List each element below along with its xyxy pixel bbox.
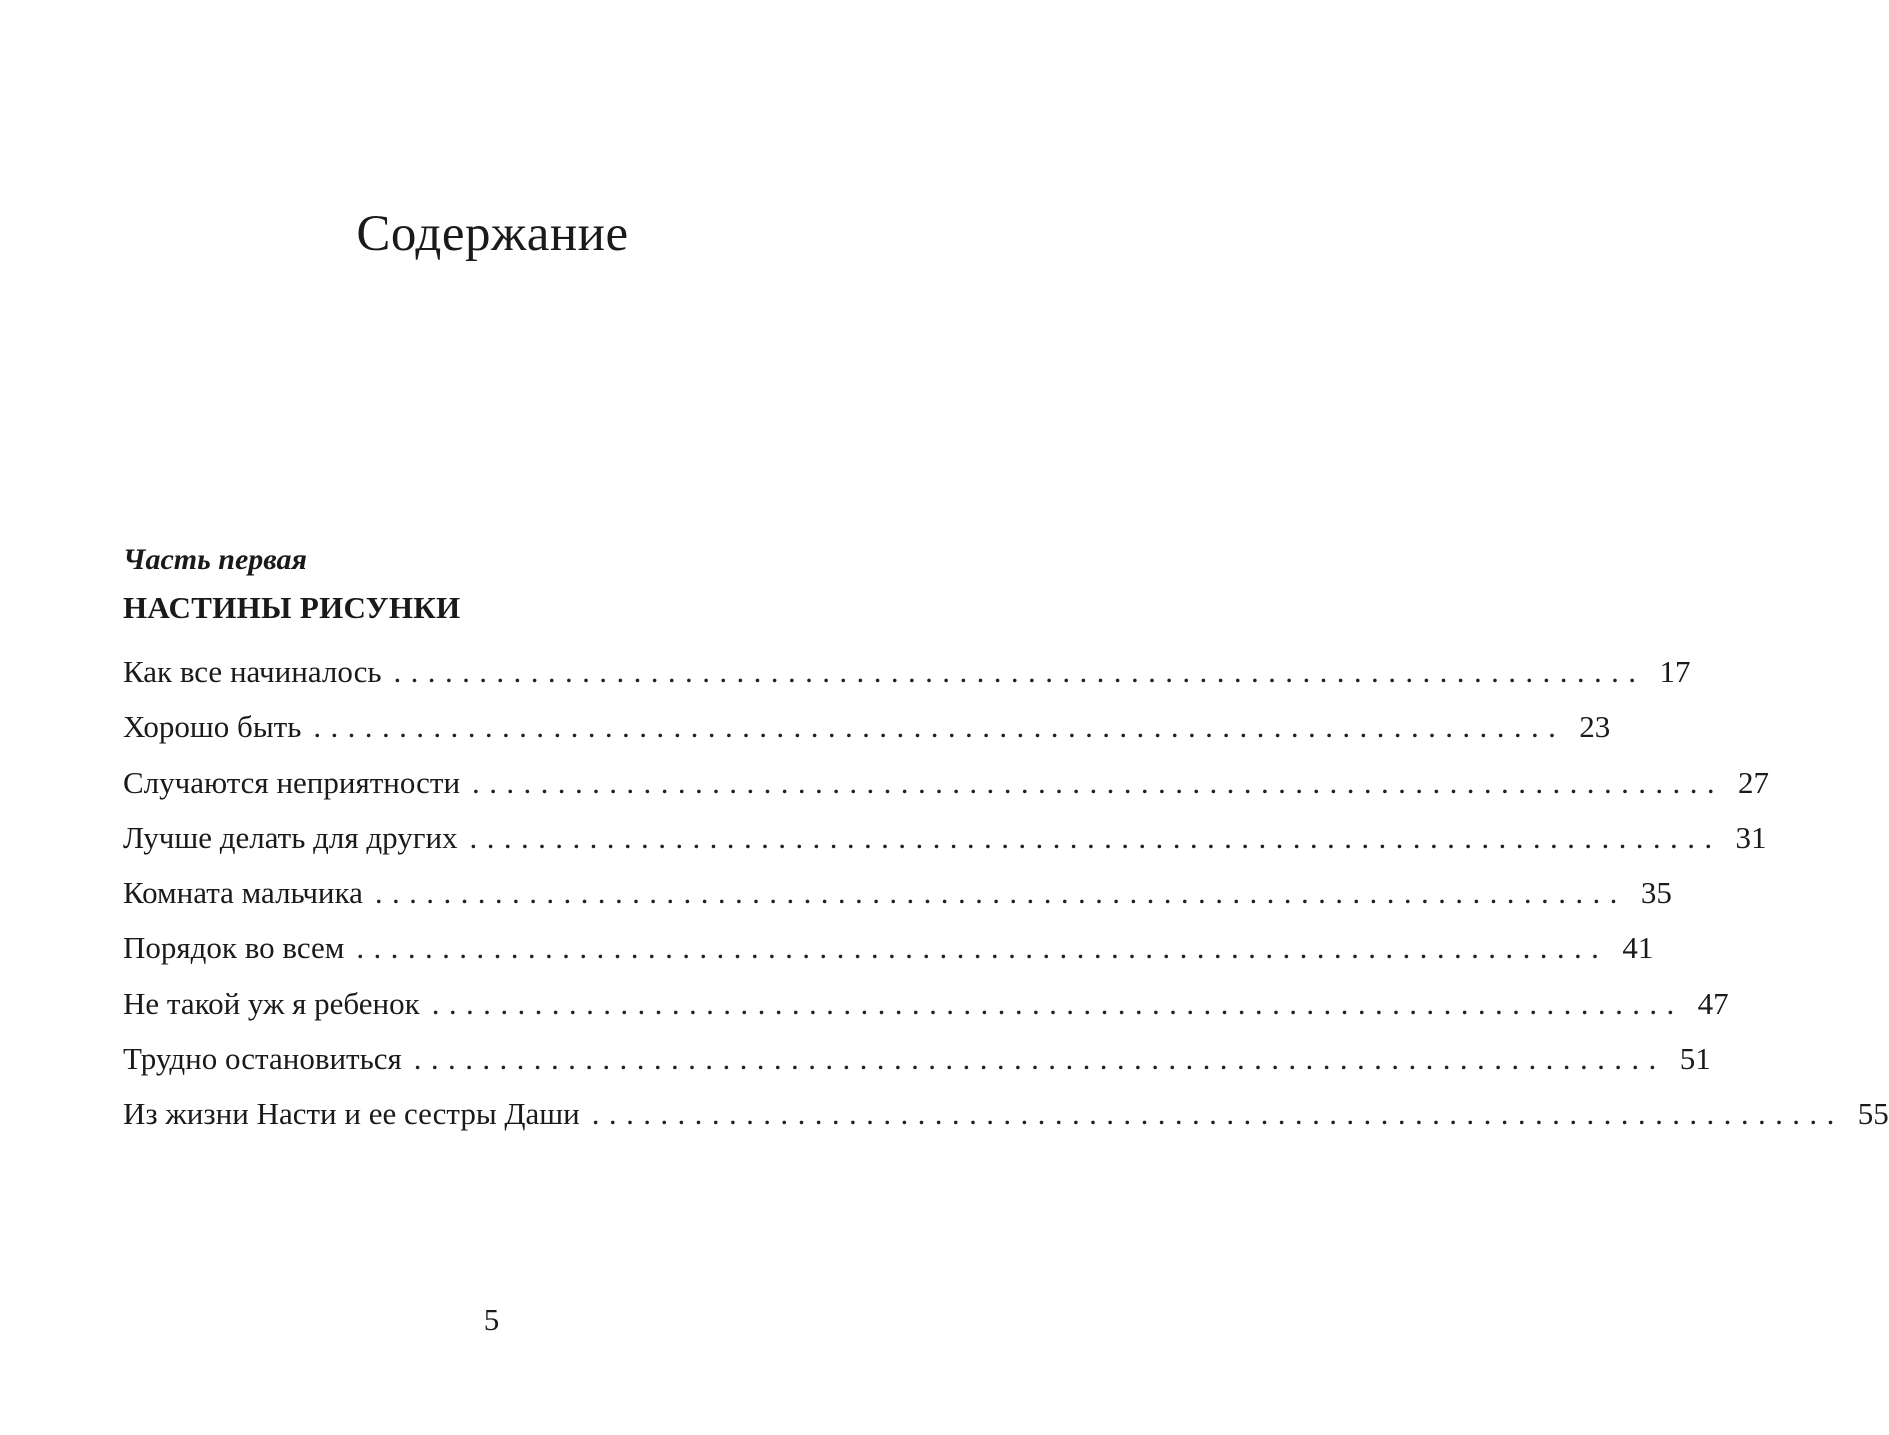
dot-leader: .........................................................................	[431, 985, 1684, 1021]
page-title: Содержание	[356, 206, 629, 263]
toc-entry-title: Как все начиналось	[123, 654, 382, 689]
toc-entry[interactable]	[123, 810, 1767, 865]
part-label: Часть первая	[123, 543, 307, 576]
dot-leader: .........................................................................	[469, 819, 1722, 855]
toc-entry[interactable]	[123, 1031, 1711, 1086]
toc-entry[interactable]	[123, 699, 1611, 754]
toc-entry[interactable]	[123, 1086, 1889, 1141]
toc-list	[123, 644, 1889, 1142]
toc-entry-page: 35	[1640, 875, 1672, 911]
toc-entry[interactable]	[123, 865, 1672, 920]
toc-entry-title: Из жизни Насти и ее сестры Даши	[123, 1096, 580, 1132]
toc-entry-page: 47	[1697, 985, 1729, 1021]
toc-entry-title: Комната мальчика	[123, 875, 363, 911]
toc-entry-page: 51	[1679, 1041, 1711, 1077]
toc-entry-page: 55	[1857, 1096, 1889, 1132]
dot-leader: .........................................................................	[591, 1096, 1844, 1132]
toc-entry-page: 41	[1622, 930, 1654, 966]
toc-entry-title: Лучше делать для других	[123, 819, 458, 855]
toc-entry-title: Случаются неприятности	[123, 764, 461, 800]
toc-entry[interactable]	[123, 976, 1729, 1031]
toc-entry-title: Не такой уж я ребенок	[123, 985, 420, 1021]
toc-entry-title: Трудно остановиться	[123, 1041, 402, 1077]
dot-leader: .........................................................................	[374, 875, 1627, 911]
toc-entry[interactable]	[123, 920, 1654, 975]
part-title: НАСТИНЫ РИСУНКИ	[123, 590, 461, 625]
toc-entry-title: Хорошо быть	[123, 709, 302, 745]
toc-entry-page: 17	[1659, 654, 1691, 689]
dot-leader: .........................................................................	[472, 764, 1724, 800]
toc-entry[interactable]	[123, 644, 1691, 699]
dot-leader: .........................................................................	[356, 930, 1609, 966]
toc-entry-page: 23	[1579, 709, 1611, 745]
toc-entry[interactable]	[123, 755, 1769, 810]
toc-entry-page: 27	[1738, 764, 1769, 800]
page-number: 5	[483, 1302, 500, 1337]
toc-entry-title: Порядок во всем	[123, 930, 345, 966]
dot-leader: .........................................................................	[413, 1041, 1666, 1077]
dot-leader: .........................................................................	[393, 654, 1646, 689]
table-of-contents	[123, 538, 1889, 1142]
toc-entry-page: 31	[1735, 819, 1767, 855]
dot-leader: .........................................................................	[313, 709, 1566, 745]
